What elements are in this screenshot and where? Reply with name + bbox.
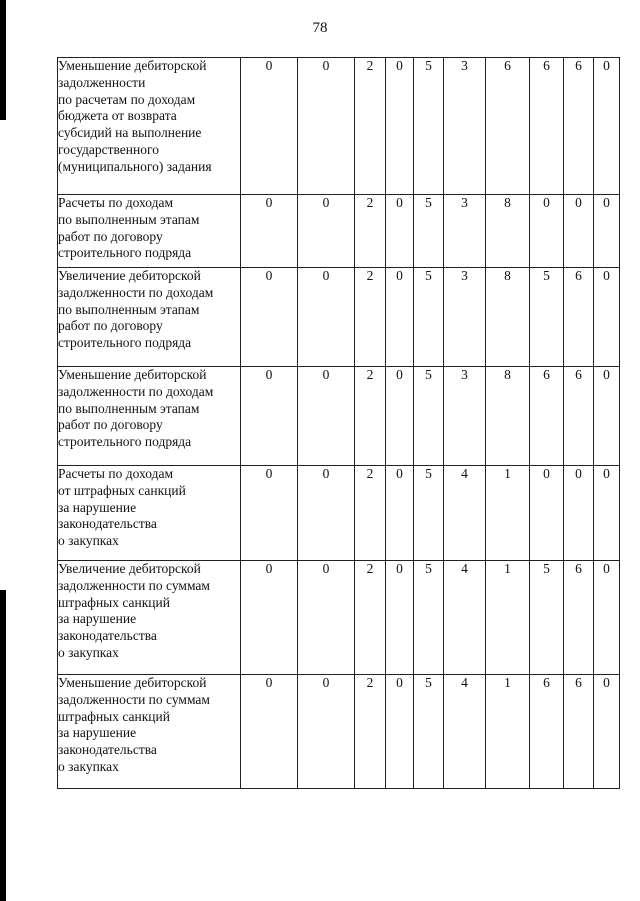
code-digit-cell: 0 xyxy=(594,268,620,367)
scan-left-edge-lower xyxy=(0,590,6,901)
code-digit-cell: 0 xyxy=(386,466,414,561)
code-digit-cell: 0 xyxy=(594,561,620,675)
code-digit-cell: 0 xyxy=(298,466,355,561)
code-digit-cell: 0 xyxy=(386,268,414,367)
code-digit-cell: 8 xyxy=(486,268,530,367)
code-digit-cell: 5 xyxy=(530,268,564,367)
code-digit-cell: 0 xyxy=(386,675,414,789)
code-digit-cell: 0 xyxy=(241,675,298,789)
code-digit-cell: 6 xyxy=(564,367,594,466)
code-digit-cell: 5 xyxy=(414,58,444,195)
code-digit-cell: 6 xyxy=(530,58,564,195)
code-digit-cell: 0 xyxy=(241,58,298,195)
code-digit-cell: 0 xyxy=(241,466,298,561)
row-label: Увеличение дебиторской задолженности по доходам по выполненным этапам работ по договору строительного подряда xyxy=(58,268,241,367)
code-digit-cell: 1 xyxy=(486,675,530,789)
code-digit-cell: 0 xyxy=(241,561,298,675)
code-digit-cell: 0 xyxy=(298,675,355,789)
code-digit-cell: 0 xyxy=(298,195,355,268)
code-digit-cell: 0 xyxy=(386,195,414,268)
row-label: Уменьшение дебиторской задолженности по расчетам по доходам бюджета от возврата субсидий на выполнение государственного (муниципального) задания xyxy=(58,58,241,195)
row-label: Увеличение дебиторской задолженности по суммам штрафных санкций за нарушение законодательства о закупках xyxy=(58,561,241,675)
table-row xyxy=(58,561,620,675)
code-digit-cell: 0 xyxy=(386,58,414,195)
code-digit-cell: 0 xyxy=(530,195,564,268)
code-digit-cell: 4 xyxy=(444,561,486,675)
code-digit-cell: 0 xyxy=(594,675,620,789)
code-digit-cell: 2 xyxy=(355,58,386,195)
table-row xyxy=(58,675,620,789)
code-digit-cell: 6 xyxy=(564,561,594,675)
code-digit-cell: 0 xyxy=(594,466,620,561)
code-digit-cell: 5 xyxy=(414,561,444,675)
code-digit-cell: 0 xyxy=(530,466,564,561)
code-digit-cell: 2 xyxy=(355,675,386,789)
code-digit-cell: 8 xyxy=(486,195,530,268)
code-digit-cell: 0 xyxy=(298,367,355,466)
code-digit-cell: 2 xyxy=(355,561,386,675)
row-label: Уменьшение дебиторской задолженности по суммам штрафных санкций за нарушение законодательства о закупках xyxy=(58,675,241,789)
code-digit-cell: 0 xyxy=(298,561,355,675)
code-digit-cell: 0 xyxy=(564,466,594,561)
row-label: Расчеты по доходам от штрафных санкций за нарушение законодательства о закупках xyxy=(58,466,241,561)
code-digit-cell: 5 xyxy=(530,561,564,675)
row-label: Расчеты по доходам по выполненным этапам работ по договору строительного подряда xyxy=(58,195,241,268)
code-digit-cell: 0 xyxy=(564,195,594,268)
code-digit-cell: 2 xyxy=(355,268,386,367)
code-digit-cell: 1 xyxy=(486,561,530,675)
code-digit-cell: 2 xyxy=(355,195,386,268)
code-digit-cell: 0 xyxy=(386,561,414,675)
code-digit-cell: 0 xyxy=(241,268,298,367)
scan-left-edge xyxy=(0,0,6,120)
code-digit-cell: 0 xyxy=(594,58,620,195)
account-codes-table xyxy=(57,57,620,789)
code-digit-cell: 4 xyxy=(444,675,486,789)
code-digit-cell: 0 xyxy=(594,367,620,466)
code-digit-cell: 5 xyxy=(414,466,444,561)
code-digit-cell: 5 xyxy=(414,367,444,466)
code-digit-cell: 6 xyxy=(486,58,530,195)
code-digit-cell: 6 xyxy=(564,268,594,367)
code-digit-cell: 6 xyxy=(530,675,564,789)
code-digit-cell: 0 xyxy=(298,268,355,367)
code-digit-cell: 3 xyxy=(444,195,486,268)
code-digit-cell: 5 xyxy=(414,675,444,789)
code-digit-cell: 0 xyxy=(298,58,355,195)
table-row xyxy=(58,466,620,561)
code-digit-cell: 6 xyxy=(530,367,564,466)
table-body xyxy=(58,58,620,789)
code-digit-cell: 2 xyxy=(355,367,386,466)
table-row xyxy=(58,268,620,367)
table-row xyxy=(58,367,620,466)
code-digit-cell: 3 xyxy=(444,268,486,367)
code-digit-cell: 2 xyxy=(355,466,386,561)
code-digit-cell: 3 xyxy=(444,58,486,195)
code-digit-cell: 1 xyxy=(486,466,530,561)
code-digit-cell: 5 xyxy=(414,195,444,268)
row-label: Уменьшение дебиторской задолженности по доходам по выполненным этапам работ по договору строительного подряда xyxy=(58,367,241,466)
code-digit-cell: 0 xyxy=(594,195,620,268)
table-row xyxy=(58,195,620,268)
code-digit-cell: 0 xyxy=(241,367,298,466)
code-digit-cell: 0 xyxy=(241,195,298,268)
code-digit-cell: 4 xyxy=(444,466,486,561)
code-digit-cell: 5 xyxy=(414,268,444,367)
code-digit-cell: 6 xyxy=(564,675,594,789)
code-digit-cell: 6 xyxy=(564,58,594,195)
table-row xyxy=(58,58,620,195)
code-digit-cell: 3 xyxy=(444,367,486,466)
page-number: 78 xyxy=(312,20,328,36)
code-digit-cell: 0 xyxy=(386,367,414,466)
code-digit-cell: 8 xyxy=(486,367,530,466)
